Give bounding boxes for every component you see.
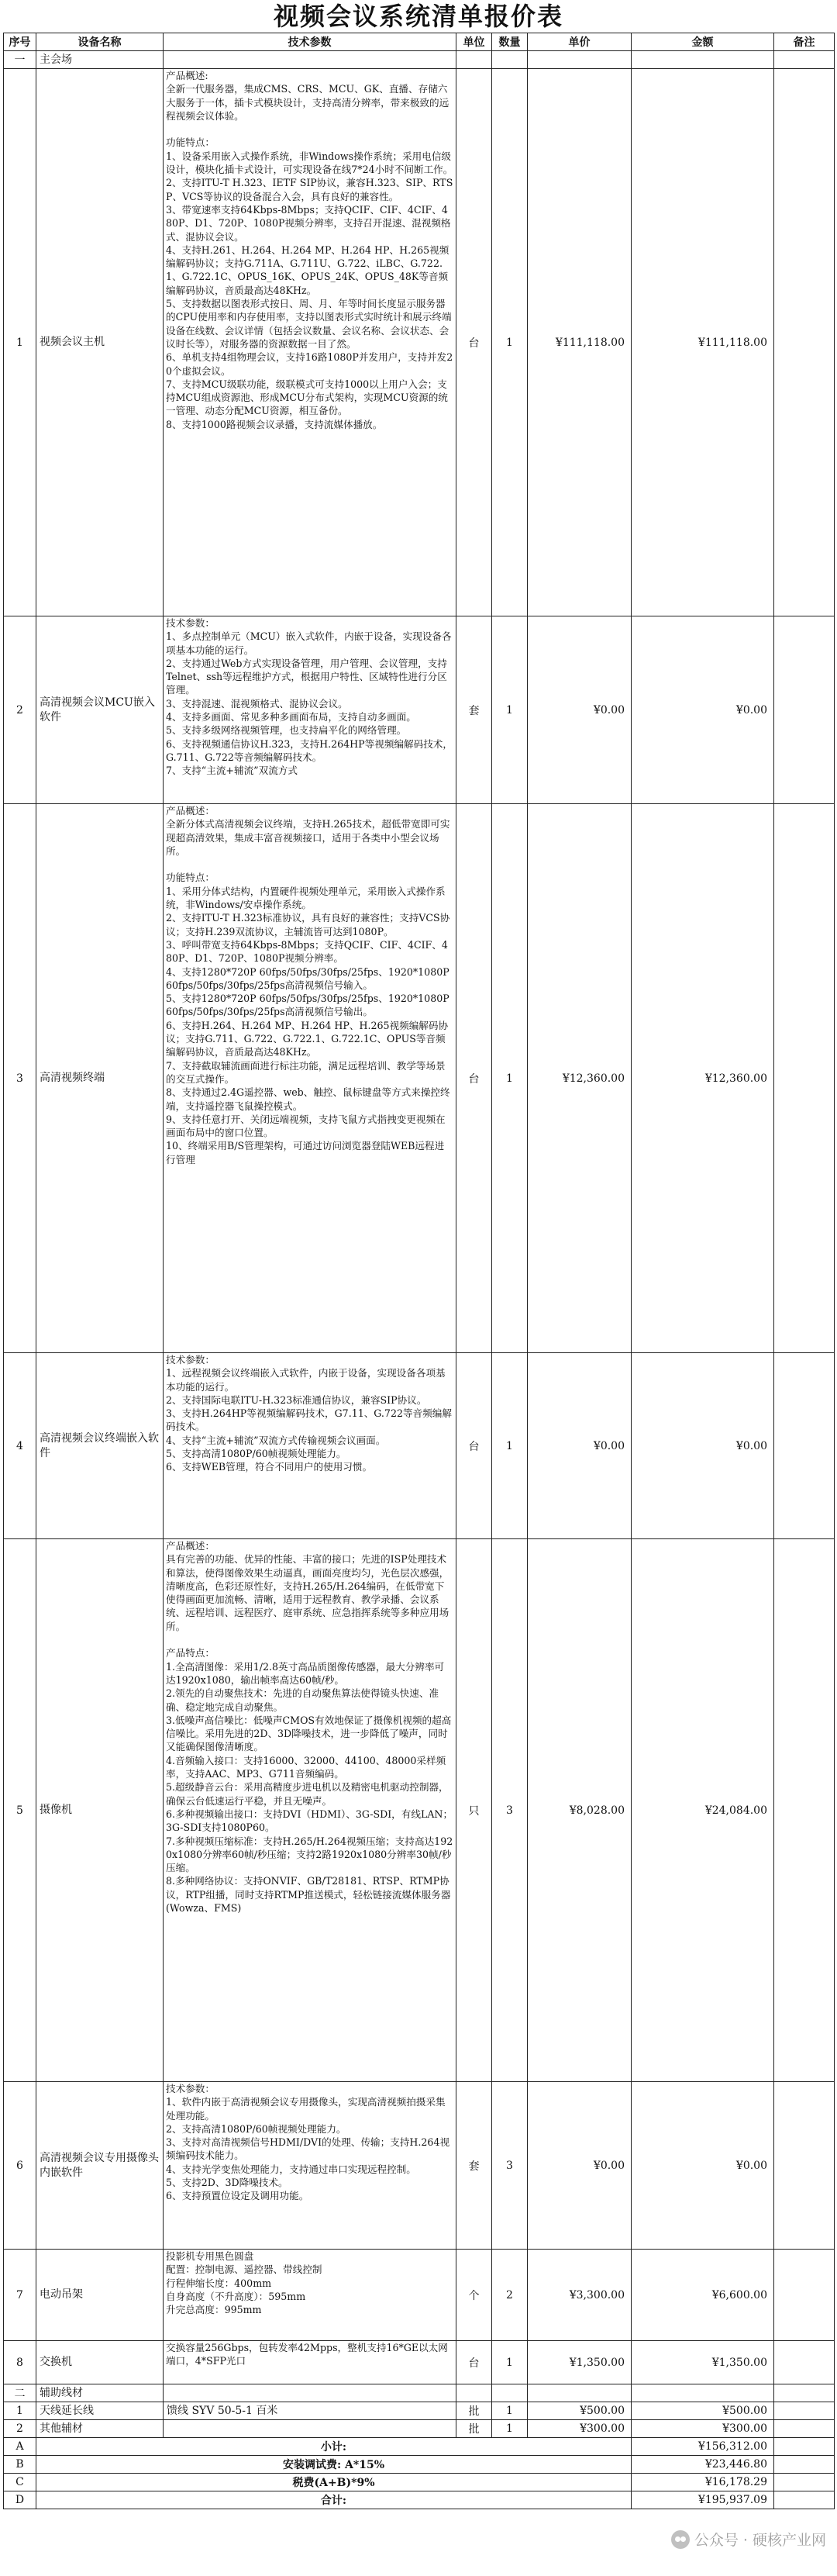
row-amount: ¥0.00 <box>632 1353 774 1539</box>
row-seq: 5 <box>4 1539 36 2082</box>
summary-label: 税费(A+B)*9% <box>36 2474 632 2491</box>
row-price: ¥1,350.00 <box>528 2341 632 2384</box>
summary-label: 小计: <box>36 2438 632 2456</box>
summary-seq: B <box>4 2456 36 2474</box>
row-tech: 投影机专用黑色圆盘 配置：控制电源、遥控器、带线控制 行程伸缩长度：400mm 自身高度（不升高度）：595mm 升完总高度：995mm <box>166 2250 322 2316</box>
summary-amount: ¥23,446.80 <box>632 2456 774 2474</box>
row-note <box>774 2341 835 2384</box>
row-tech: 技术参数： 1、远程视频会议终端嵌入式软件，内嵌于设备，实现设备各项基本功能的运行。 2、支持国际电联ITU-H.323标准通信协议，兼容SIP协议。 3、支持H.264HP等视频编解码技术，G7.11、G.722等音频编解码技术。 4、支持“主流+辅流”双流方式传输视频会议画面。 5、支持高清1080P/60帧视频处理能力。 6、支持WEB管理，符合不同用户的使用习惯。 <box>166 1354 452 1473</box>
row-price: ¥0.00 <box>528 2082 632 2250</box>
row-amount: ¥24,084.00 <box>632 1539 774 2082</box>
row-price: ¥3,300.00 <box>528 2250 632 2341</box>
table-row <box>4 804 835 1353</box>
row-note <box>774 1539 835 2082</box>
row-seq: 7 <box>4 2250 36 2341</box>
section-seq: 二 <box>4 2384 36 2402</box>
page-title: 视频会议系统清单报价表 <box>273 2 563 31</box>
row-note <box>774 2402 835 2420</box>
row-tech: 产品概述： 具有完善的功能、优异的性能、丰富的接口；先进的ISP处理技术和算法，使得图像效果生动逼真，画面亮度均匀，光色层次感强，清晰度高，色彩还原性好，支持H.265/H.264编码，在低带宽下使得画面更加流畅、清晰，适用于远程教育、教学录播、会议系统、远程培训、远程医疗、庭审系统、应急指挥系统等多种应用场所。 产品特点： 1.全高清图像：采用1/2.8英寸高品质图像传感器，最大分辨率可达1920x1080，输出帧率高达60帧/秒。 2.领先的自动聚焦技术：先进的自动聚焦算法使得镜头快速、准确、稳定地完成自动聚焦。 3.低噪声高信噪比：低噪声CMOS有效地保证了摄像机视频的超高信噪比。采用先进的2D、3D降噪技术，进一步降低了噪声，同时又能确保图像清晰度。 4.音频输入接口：支持16000、32000、44100、48000采样频率，支持AAC、MP3、G711音频编码。 5.超级静音云台：采用高精度步进电机以及精密电机驱动控制器，确保云台低速运行平稳，并且无噪声。 6.多种视频输出接口：支持DVI（HDMI）、3G-SDI，有线LAN；3G-SDI支持1080P60。 7.多种视频压缩标准：支持H.265/H.264视频压缩；支持高达1920x1080分辨率60帧/秒压缩；支持2路1920x1080分辨率30帧/秒压缩。 8.多种网络协议：支持ONVIF、GB/T28181、RTSP、RTMP协议，RTP组播，同时支持RTMP推送模式，轻松链接流媒体服务器(Wowza、FMS) <box>166 1540 453 1915</box>
row-amount: ¥1,350.00 <box>632 2341 774 2384</box>
row-price: ¥12,360.00 <box>528 804 632 1353</box>
table-row <box>4 2402 835 2420</box>
row-qty: 2 <box>492 2250 528 2341</box>
row-tech <box>164 2420 456 2438</box>
row-qty: 3 <box>492 2082 528 2250</box>
summary-amount: ¥195,937.09 <box>632 2491 774 2509</box>
table-row <box>4 2420 835 2438</box>
row-note <box>774 1353 835 1539</box>
row-unit: 套 <box>456 616 492 804</box>
summary-row-tax <box>4 2474 835 2491</box>
row-seq: 3 <box>4 804 36 1353</box>
row-qty: 3 <box>492 1539 528 2082</box>
row-amount: ¥500.00 <box>632 2402 774 2420</box>
summary-label: 合计: <box>36 2491 632 2509</box>
row-unit: 批 <box>456 2402 492 2420</box>
row-note <box>774 2420 835 2438</box>
summary-row-total <box>4 2491 835 2509</box>
header-price: 单价 <box>528 33 632 51</box>
header-amount: 金额 <box>632 33 774 51</box>
row-seq: 8 <box>4 2341 36 2384</box>
section-label: 主会场 <box>36 51 164 69</box>
table-row <box>4 2250 835 2341</box>
row-seq: 1 <box>4 2402 36 2420</box>
row-unit: 批 <box>456 2420 492 2438</box>
row-amount: ¥111,118.00 <box>632 69 774 616</box>
row-unit: 个 <box>456 2250 492 2341</box>
row-price: ¥8,028.00 <box>528 1539 632 2082</box>
row-name: 视频会议主机 <box>36 69 164 616</box>
row-qty: 1 <box>492 2402 528 2420</box>
summary-seq: A <box>4 2438 36 2456</box>
row-note <box>774 804 835 1353</box>
row-name: 高清视频会议终端嵌入软件 <box>36 1353 164 1539</box>
row-qty: 1 <box>492 69 528 616</box>
row-seq: 1 <box>4 69 36 616</box>
header-unit: 单位 <box>456 33 492 51</box>
row-amount: ¥6,600.00 <box>632 2250 774 2341</box>
summary-amount: ¥156,312.00 <box>632 2438 774 2456</box>
row-name: 电动吊架 <box>36 2250 164 2341</box>
section-row-main <box>4 51 835 69</box>
summary-amount: ¥16,178.29 <box>632 2474 774 2491</box>
row-note <box>774 616 835 804</box>
row-seq: 6 <box>4 2082 36 2250</box>
row-amount: ¥12,360.00 <box>632 804 774 1353</box>
quotation-table <box>3 33 835 2509</box>
row-unit: 台 <box>456 1353 492 1539</box>
row-qty: 1 <box>492 1353 528 1539</box>
wechat-icon <box>671 2530 690 2549</box>
header-row <box>4 33 835 51</box>
row-tech: 馈线 SYV 50-5-1 百米 <box>164 2402 456 2420</box>
row-seq: 4 <box>4 1353 36 1539</box>
row-qty: 1 <box>492 2341 528 2384</box>
header-note: 备注 <box>774 33 835 51</box>
row-tech: 交换容量256Gbps，包转发率42Mpps，整机支持16*GE以太网端口，4*SFP光口 <box>166 2342 448 2367</box>
summary-seq: D <box>4 2491 36 2509</box>
row-price: ¥500.00 <box>528 2402 632 2420</box>
header-qty: 数量 <box>492 33 528 51</box>
row-tech: 技术参数： 1、多点控制单元（MCU）嵌入式软件，内嵌于设备，实现设备各项基本功能的运行。 2、支持通过Web方式实现设备管理，用户管理、会议管理，支持Telnet、ssh等远程维护方式，根据用户特性、区域特性进行分区管理。 3、支持混速、混视频格式、混协议会议。 4、支持多画面、常见多种多画面布局，支持自动多画面。 5、支持多级网络视频管理，也支持扁平化的网络管理。 6、支持视频通信协议H.323，支持H.264HP等视频编解码技术，G.711、G.722等音频编解码技术。 7、支持“主流+辅流”双流方式 <box>166 617 453 777</box>
row-qty: 1 <box>492 2420 528 2438</box>
row-name: 高清视频会议专用摄像头内嵌软件 <box>36 2082 164 2250</box>
row-note <box>774 2250 835 2341</box>
table-row <box>4 2082 835 2250</box>
row-amount: ¥0.00 <box>632 616 774 804</box>
watermark-text: 公众号 · 硬核产业网 <box>694 2532 826 2549</box>
row-unit: 套 <box>456 2082 492 2250</box>
row-seq: 2 <box>4 2420 36 2438</box>
section-seq: 一 <box>4 51 36 69</box>
row-tech: 技术参数： 1、软件内嵌于高清视频会议专用摄像头，实现高清视频拍摄采集处理功能。 2、支持高清1080P/60帧视频处理能力。 3、支持对高清视频信号HDMI/DVI的处理、传输；支持H.264视频编码技术能力。 4、支持光学变焦处理能力，支持通过串口实现远程控制。 5、支持2D、3D降噪技术。 6、支持预置位设定及调用功能。 <box>166 2083 450 2202</box>
row-name: 交换机 <box>36 2341 164 2384</box>
row-unit: 只 <box>456 1539 492 2082</box>
table-row <box>4 69 835 616</box>
summary-row-install <box>4 2456 835 2474</box>
row-price: ¥300.00 <box>528 2420 632 2438</box>
header-tech: 技术参数 <box>164 33 456 51</box>
table-row <box>4 2341 835 2384</box>
row-name: 高清视频会议MCU嵌入软件 <box>36 616 164 804</box>
row-qty: 1 <box>492 616 528 804</box>
row-price: ¥111,118.00 <box>528 69 632 616</box>
row-tech: 产品概述: 全新一代服务器，集成CMS、CRS、MCU、GK、直播、存储六大服务于一体，插卡式模块设计，支持高清分辨率，带来极致的远程视频会议体验。 功能特点： 1、设备采用嵌入式操作系统，非Windows操作系统；采用电信级设计，模块化插卡式设计，可实现设备在线7*24小时不间断工作。 2、支持ITU-T H.323、IETF SIP协议，兼容H.323、SIP、RTSP、VCS等协议的设备混合入会，具有良好的兼容性。 3、带宽速率支持64Kbps-8Mbps；支持QCIF、CIF、4CIF、480P、D1、720P、1080P视频分辨率，支持召开混速、混视频格式、混协议会议。 4、支持H.261、H.264、H.264 MP、H.264 HP、H.265视频编解码协议；支持G.711A、G.711U、G.722、iLBC、G.722.1、G.722.1C、OPUS_16K、OPUS_24K、OPUS_48K等音频编解码协议，音质最高达48KHz。 5、支持数据以图表形式按日、周、月、年等时间长度显示服务器的CPU使用率和内存使用率，支持以图表形式实时统计和展示终端设备在线数、会议详情（包括会议数量、会议名称、会议状态、会议时长等），对服务器的资源数据一目了然。 6、单机支持4组物理会议，支持16路1080P并发用户，支持并发20个虚拟会议。 7、支持MCU级联功能，级联模式可支持1000以上用户入会；支持MCU组成资源池、形成MCU分布式架构，实现MCU资源的统一管理、动态分配MCU资源，相互备份。 8、支持1000路视频会议录播，支持流媒体播放。 <box>166 70 453 430</box>
row-price: ¥0.00 <box>528 1353 632 1539</box>
section-label: 辅助线材 <box>36 2384 164 2402</box>
table-row <box>4 616 835 804</box>
row-name: 其他辅材 <box>36 2420 164 2438</box>
table-row <box>4 1539 835 2082</box>
row-note <box>774 2082 835 2250</box>
row-seq: 2 <box>4 616 36 804</box>
row-unit: 台 <box>456 69 492 616</box>
row-name: 摄像机 <box>36 1539 164 2082</box>
header-seq: 序号 <box>4 33 36 51</box>
row-amount: ¥300.00 <box>632 2420 774 2438</box>
summary-row-subtotal <box>4 2438 835 2456</box>
row-name: 天线延长线 <box>36 2402 164 2420</box>
summary-label: 安装调试费: A*15% <box>36 2456 632 2474</box>
row-tech: 产品概述： 全新分体式高清视频会议终端，支持H.265技术，超低带宽即可实现超高清效果，集成丰富音视频接口，适用于各类中小型会议场所。 功能特点： 1、采用分体式结构，内置硬件视频处理单元，采用嵌入式操作系统，非Windows/安卓操作系统。 2、支持ITU-T H.323标准协议，具有良好的兼容性；支持VCS协议；支持H.239双流协议，主辅流皆可达到1080P。 3、呼叫带宽支持64Kbps-8Mbps；支持QCIF、CIF、4CIF、480P、D1、720P、1080P视频分辨率。 4、支持1280*720P 60fps/50fps/30fps/25fps、1920*1080P 60fps/50fps/30fps/25fps高清视频信号输入。 5、支持1280*720P 60fps/50fps/30fps/25fps、1920*1080P 60fps/50fps/30fps/25fps高清视频信号输出。 6、支持H.264、H.264 MP、H.264 HP、H.265视频编解码协议；支持G.711、G.722、G.722.1、G.722.1C、OPUS等音频编解码协议，音质最高达48KHz。 7、支持截取辅流画面进行标注功能，满足远程培训、教学等场景的交互式操作。 8、支持通过2.4G遥控器、web、触控、鼠标键盘等方式来操控终端，支持遥控器飞鼠操控模式。 9、支持任意打开、关闭远端视频，支持飞鼠方式指拽变更视频在画面布局中的窗口位置。 10、终端采用B/S管理架构，可通过访问浏览器登陆WEB远程进行管理 <box>166 805 450 1165</box>
row-unit: 台 <box>456 804 492 1353</box>
row-name: 高清视频终端 <box>36 804 164 1353</box>
row-amount: ¥0.00 <box>632 2082 774 2250</box>
row-unit: 台 <box>456 2341 492 2384</box>
row-qty: 1 <box>492 804 528 1353</box>
summary-seq: C <box>4 2474 36 2491</box>
table-row <box>4 1353 835 1539</box>
section-row-aux <box>4 2384 835 2402</box>
watermark <box>671 2529 826 2550</box>
row-price: ¥0.00 <box>528 616 632 804</box>
header-name: 设备名称 <box>36 33 164 51</box>
row-note <box>774 69 835 616</box>
